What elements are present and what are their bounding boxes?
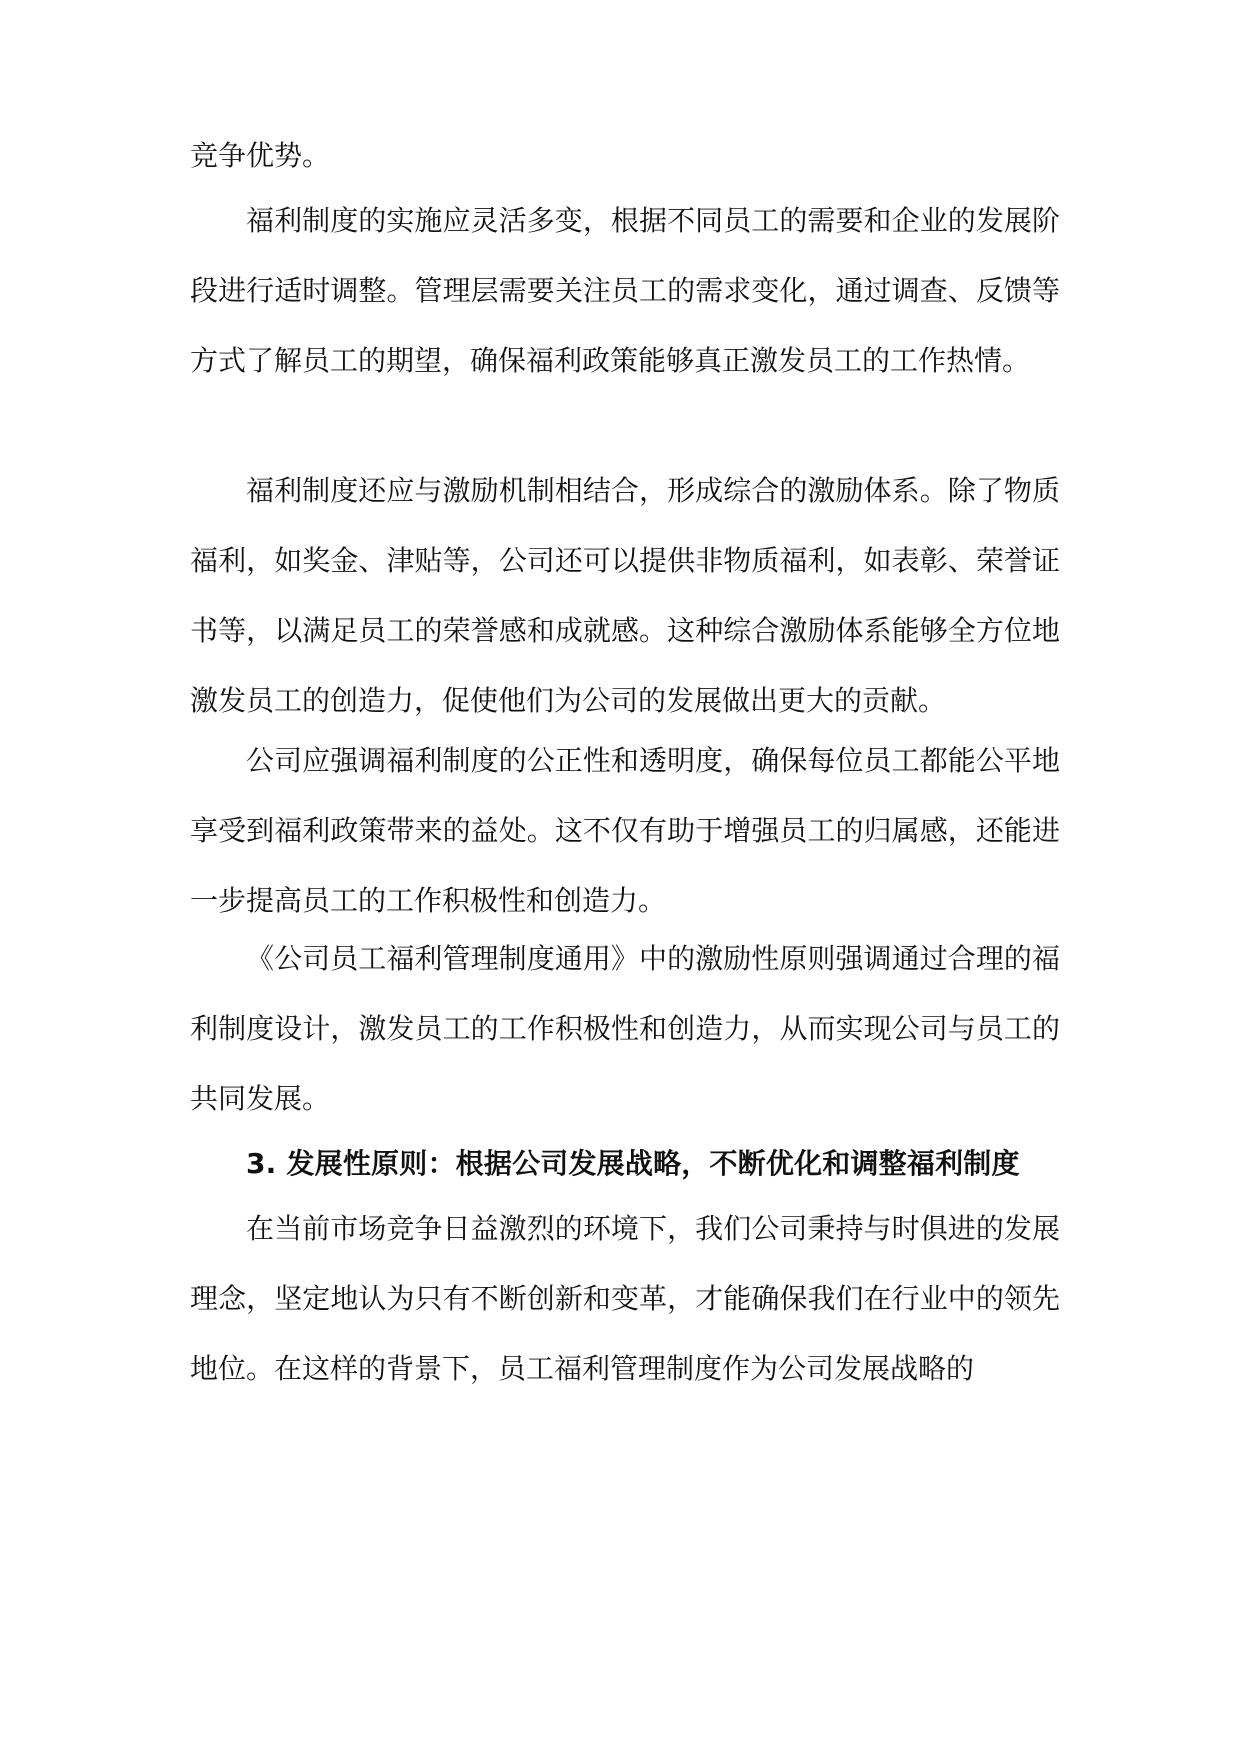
paragraph-incentive-system: 福利制度还应与激励机制相结合，形成综合的激励体系。除了物质福利，如奖金、津贴等，公司还可以提供非物质福利，如表彰、荣誉证书等，以满足员工的荣誉感和成就感。这种综合激励体系能够全方位地激发员工的创造力，促使他们为公司的发展做出更大的贡献。 <box>190 474 1060 717</box>
section-heading: 3. 发展性原则：根据公司发展战略，不断优化和调整福利制度 <box>246 1147 1020 1180</box>
paragraph-flexibility: 福利制度的实施应灵活多变，根据不同员工的需要和企业的发展阶段进行适时调整。管理层需要关注员工的需求变化，通过调查、反馈等方式了解员工的期望，确保福利政策能够真正激发员工的工作热情。 <box>190 204 1060 377</box>
paragraph-continuation: 竞争优势。 <box>190 139 331 172</box>
paragraph-summary: 《公司员工福利管理制度通用》中的激励性原则强调通过合理的福利制度设计，激发员工的工作积极性和创造力，从而实现公司与员工的共同发展。 <box>190 942 1060 1115</box>
paragraph-fairness: 公司应强调福利制度的公正性和透明度，确保每位员工都能公平地享受到福利政策带来的益处。这不仅有助于增强员工的归属感，还能进一步提高员工的工作积极性和创造力。 <box>190 744 1060 917</box>
paragraph-development: 在当前市场竞争日益激烈的环境下，我们公司秉持与时俱进的发展理念，坚定地认为只有不断创新和变革，才能确保我们在行业中的领先地位。在这样的背景下，员工福利管理制度作为公司发展战略的 <box>190 1212 1060 1385</box>
